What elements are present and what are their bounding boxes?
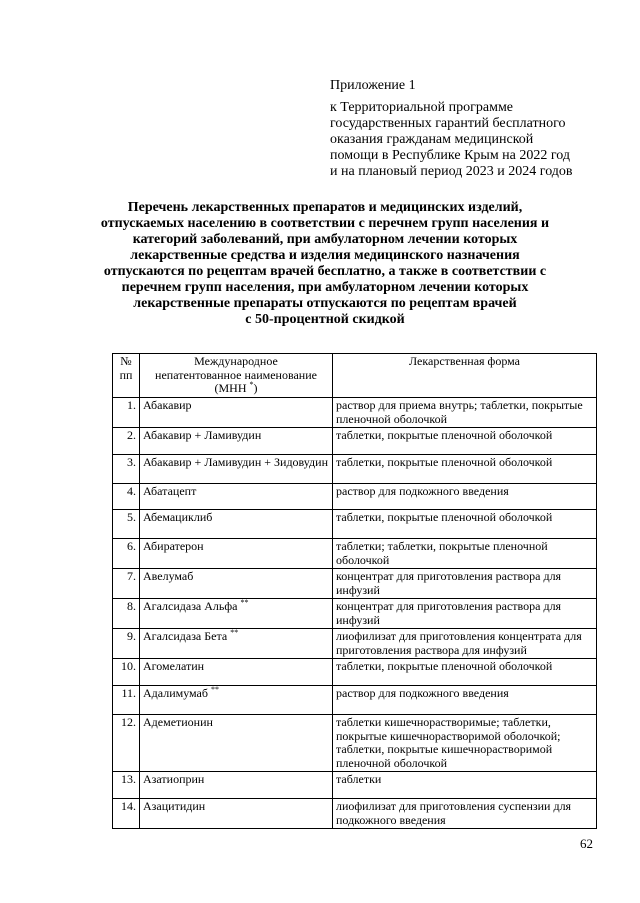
- drug-name-text: Адалимумаб: [143, 686, 211, 700]
- table-row: [113, 799, 597, 829]
- row-number: 8.: [113, 599, 140, 629]
- drug-name-text: Абиратерон: [143, 539, 204, 553]
- header-inn-close: ): [253, 381, 258, 395]
- row-dosage-form: раствор для подкожного введения: [333, 484, 597, 510]
- row-dosage-form: таблетки кишечнорастворимые; таблетки, покрытые кишечнорастворимой оболочкой; таблетки, покрытые кишечнорастворимой пленочной оболочкой: [333, 715, 597, 772]
- row-number: 14.: [113, 799, 140, 829]
- drug-name-text: Агомелатин: [143, 659, 205, 673]
- row-drug-name: [140, 715, 333, 772]
- row-number: 6.: [113, 539, 140, 569]
- row-number: 11.: [113, 686, 140, 715]
- row-drug-name: [140, 455, 333, 484]
- table-row: [113, 772, 597, 799]
- row-number: 4.: [113, 484, 140, 510]
- title-line: с 50-процентной скидкой: [245, 312, 405, 327]
- row-drug-name: [140, 772, 333, 799]
- row-number: 9.: [113, 629, 140, 659]
- header-number: [113, 354, 140, 398]
- drug-name-text: Азацитидин: [143, 799, 206, 813]
- row-dosage-form: таблетки, покрытые пленочной оболочкой: [333, 510, 597, 539]
- header-number-line: пп: [119, 367, 133, 382]
- row-dosage-form: таблетки, покрытые пленочной оболочкой: [333, 455, 597, 484]
- table-row: [113, 686, 597, 715]
- table-row: [113, 539, 597, 569]
- row-dosage-form: таблетки, покрытые пленочной оболочкой: [333, 428, 597, 455]
- footnote-mark: **: [230, 628, 239, 637]
- table-row: [113, 599, 597, 629]
- row-drug-name: [140, 799, 333, 829]
- drug-name-text: Агалсидаза Бета: [143, 629, 231, 643]
- drug-name-text: Азатиоприн: [143, 772, 205, 786]
- drug-list-table: [112, 353, 597, 829]
- table-row: [113, 398, 597, 428]
- header-number-line: №: [120, 354, 132, 368]
- appendix-block: [330, 78, 573, 180]
- row-dosage-form: таблетки: [333, 772, 597, 799]
- drug-name-text: Абемациклиб: [143, 510, 213, 524]
- row-dosage-form: таблетки; таблетки, покрытые пленочной оболочкой: [333, 539, 597, 569]
- row-drug-name: [140, 659, 333, 686]
- drug-name-text: Адеметионин: [143, 715, 213, 729]
- table-row: [113, 569, 597, 599]
- drug-name-text: Агалсидаза Альфа: [143, 599, 241, 613]
- drug-name-text: Абакавир: [143, 398, 192, 412]
- drug-name-text: Абакавир + Ламивудин: [143, 428, 262, 442]
- appendix-line: и на плановый период 2023 и 2024 годов: [330, 164, 573, 179]
- row-number: 3.: [113, 455, 140, 484]
- row-drug-name: [140, 428, 333, 455]
- row-number: 1.: [113, 398, 140, 428]
- header-form: Лекарственная форма: [333, 354, 597, 398]
- title-line: перечнем групп населения, при амбулаторном лечении которых: [121, 280, 529, 295]
- appendix-title: Приложение 1: [330, 78, 416, 93]
- row-drug-name: [140, 569, 333, 599]
- row-number: 7.: [113, 569, 140, 599]
- table-row: [113, 510, 597, 539]
- title-line: лекарственные препараты отпускаются по рецептам врачей: [133, 296, 517, 311]
- footnote-mark: **: [240, 598, 249, 607]
- table-row: [113, 715, 597, 772]
- row-dosage-form: концентрат для приготовления раствора для инфузий: [333, 569, 597, 599]
- footnote-mark: **: [211, 685, 219, 694]
- row-dosage-form: раствор для подкожного введения: [333, 686, 597, 715]
- row-dosage-form: концентрат для приготовления раствора для инфузий: [333, 599, 597, 629]
- row-dosage-form: лиофилизат для приготовления концентрата для приготовления раствора для инфузий: [333, 629, 597, 659]
- title-line: лекарственные средства и изделия медицинского назначения: [130, 248, 520, 263]
- row-dosage-form: раствор для приема внутрь; таблетки, покрытые пленочной оболочкой: [333, 398, 597, 428]
- header-inn-line: [143, 382, 329, 396]
- row-drug-name: [140, 629, 333, 659]
- row-drug-name: [140, 539, 333, 569]
- header-inn: [140, 354, 333, 398]
- footnote-mark: *: [249, 380, 254, 389]
- row-number: 2.: [113, 428, 140, 455]
- row-drug-name: [140, 484, 333, 510]
- row-number: 13.: [113, 772, 140, 799]
- table-row: [113, 455, 597, 484]
- page-number: 62: [580, 836, 593, 851]
- row-drug-name: [140, 599, 333, 629]
- row-number: 5.: [113, 510, 140, 539]
- row-dosage-form: лиофилизат для приготовления суспензии для подкожного введения: [333, 799, 597, 829]
- table-row: [113, 484, 597, 510]
- row-drug-name: [140, 686, 333, 715]
- title-line: отпускаемых населению в соответствии с перечнем групп населения и: [100, 216, 550, 231]
- drug-name-text: Абатацепт: [143, 484, 197, 498]
- row-dosage-form: таблетки, покрытые пленочной оболочкой: [333, 659, 597, 686]
- header-inn-line: непатентованное наименование: [155, 367, 317, 382]
- drug-name-text: Абакавир + Ламивудин + Зидовудин: [143, 455, 329, 469]
- drug-name-text: Авелумаб: [143, 569, 194, 583]
- title-line: отпускаются по рецептам врачей бесплатно, а также в соответствии с: [103, 264, 547, 279]
- row-number: 10.: [113, 659, 140, 686]
- table-row: [113, 629, 597, 659]
- table-row: [113, 659, 597, 686]
- appendix-line: государственных гарантий бесплатного: [330, 116, 566, 131]
- appendix-line: к Территориальной программе: [330, 100, 514, 115]
- appendix-line: оказания гражданам медицинской: [330, 132, 534, 147]
- appendix-line: помощи в Республике Крым на 2022 год: [330, 148, 570, 163]
- row-drug-name: [140, 398, 333, 428]
- header-inn-text: (МНН: [214, 381, 250, 395]
- document-title: [90, 200, 560, 328]
- header-inn-line: Международное: [194, 354, 278, 368]
- table-row: [113, 428, 597, 455]
- row-drug-name: [140, 510, 333, 539]
- row-number: 12.: [113, 715, 140, 772]
- title-line: Перечень лекарственных препаратов и медицинских изделий,: [127, 200, 523, 215]
- title-line: категорий заболеваний, при амбулаторном лечении которых: [132, 232, 518, 247]
- table-header-row: [113, 354, 597, 398]
